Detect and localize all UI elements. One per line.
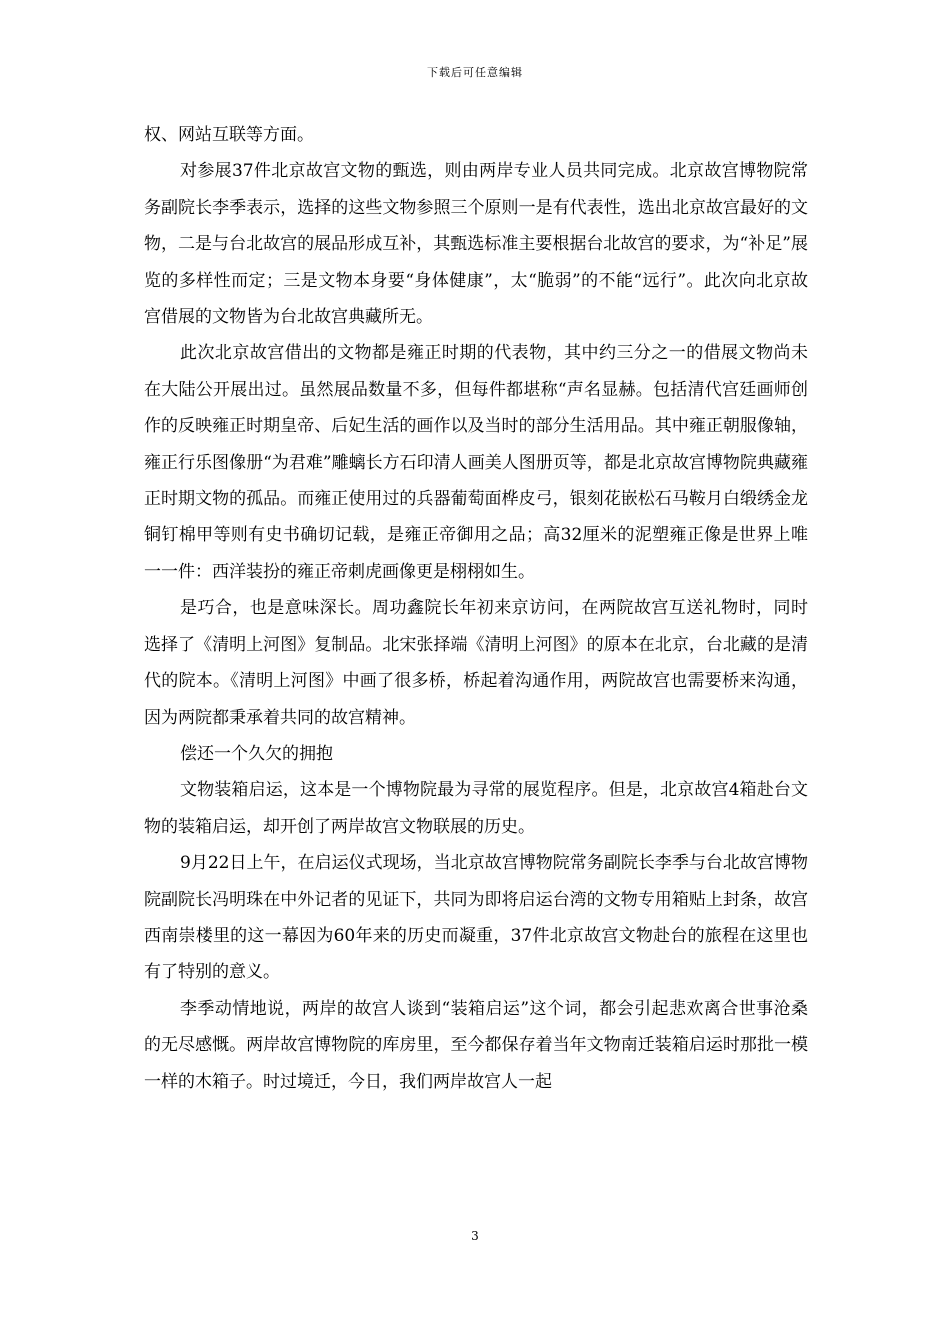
paragraph-ceremony: 9月22日上午，在启运仪式现场，当北京故宫博物院常务副院长李季与台北故宫博物院副院长冯明珠在中外记者的见证下，共同为即将启运台湾的文物专用箱贴上封条，故宫西南崇楼里的这一幕因为60年来的历史而凝重，37件北京故宫文物赴台的旅程在这里也有了特别的意义。 [144,853,808,983]
paragraph-artifact-selection: 对参展37件北京故宫文物的甄选，则由两岸专业人员共同完成。北京故宫博物院常务副院长李季表示，选择的这些文物参照三个原则一是有代表性，选出北京故宫最好的文物，二是与台北故宫的展品形成互补，其甄选标准主要根据台北故宫的要求，为“补足”展览的多样性而定；三是文物本身要“身体健康”，太“脆弱”的不能“远行”。此次向北京故宫借展的文物皆为台北故宫典藏所无。 [144,161,808,328]
paragraph-qingming-scroll: 是巧合，也是意味深长。周功鑫院长年初来京访问，在两院故宫互送礼物时，同时选择了《清明上河图》复制品。北宋张择端《清明上河图》的原本在北京，台北藏的是清代的院本。《清明上河图》中画了很多桥，桥起着沟通作用，两院故宫也需要桥来沟通，因为两院都秉承着共同的故宫精神。 [144,598,808,728]
paragraph-continuation: 权、网站互联等方面。 [144,125,314,145]
page-number: 3 [471,1229,479,1243]
page-header: 下载后可任意编辑 [427,66,523,79]
section-heading: 偿还一个久欠的拥抱 [180,743,333,764]
paragraph-packing-shipment: 文物装箱启运，这本是一个博物院最为寻常的展览程序。但是，北京故宫4箱赴台文物的装箱启运，却开创了两岸故宫文物联展的历史。 [144,780,808,837]
paragraph-li-ji-remarks: 李季动情地说，两岸的故宫人谈到“装箱启运”这个词，都会引起悲欢离合世事沧桑的无尽感慨。两岸故宫博物院的库房里，至今都保存着当年文物南迁装箱启运时那批一模一样的木箱子。时过境迁，今日，我们两岸故宫人一起 [144,998,808,1092]
paragraph-yongzheng-artifacts: 此次北京故宫借出的文物都是雍正时期的代表物，其中约三分之一的借展文物尚未在大陆公开展出过。虽然展品数量不多，但每件都堪称“声名显赫。包括清代宫廷画师创作的反映雍正时期皇帝、后妃生活的画作以及当时的部分生活用品。其中雍正朝服像轴，雍正行乐图像册“为君难”雕螭长方石印清人画美人图册页等，都是北京故宫博物院典藏雍正时期文物的孤品。而雍正使用过的兵器葡萄面桦皮弓，银刻花嵌松石马鞍月白缎绣金龙铜钉棉甲等则有史书确切记载，是雍正帝御用之品；高32厘米的泥塑雍正像是世界上唯一一件：西洋装扮的雍正帝刺虎画像更是栩栩如生。 [144,343,808,582]
document-body [144,117,808,1100]
